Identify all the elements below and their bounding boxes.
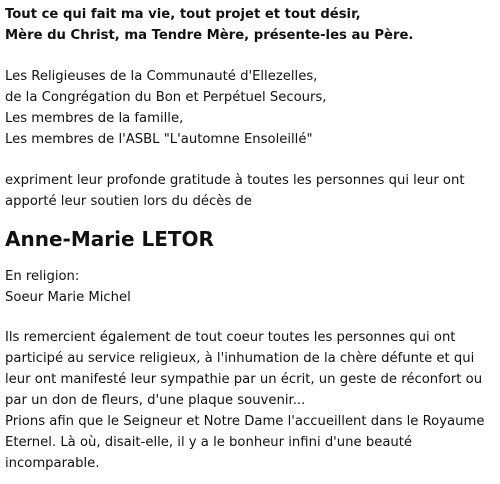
sender-line: Les membres de la famille, (5, 111, 184, 126)
religion-block (5, 266, 497, 308)
notice-page (5, 4, 497, 474)
sender-line: Les membres de l'ASBL "L'automne Ensoleillé" (5, 132, 313, 147)
senders-block (5, 66, 497, 150)
thanks-line: par un don de fleurs, d'une plaque souvenir... (5, 393, 306, 408)
gratitude-block (5, 170, 497, 212)
sender-line: Les Religieuses de la Communauté d'Ellezelles, (5, 69, 318, 84)
spacer (5, 308, 497, 327)
gratitude-line: expriment leur profonde gratitude à toutes les personnes qui leur ont (5, 173, 465, 188)
prayer-line: Prions afin que le Seigneur et Notre Dame l'accueillent dans le Royaume (5, 414, 485, 429)
prayer-line: Eternel. Là où, disait-elle, il y a le bonheur infini d'une beauté (5, 435, 413, 450)
religion-label: En religion: (5, 269, 80, 284)
sender-line: de la Congrégation du Bon et Perpétuel Secours, (5, 90, 327, 105)
deceased-name: Anne-Marie LETOR (5, 227, 214, 251)
spacer (5, 252, 497, 266)
religious-name: Soeur Marie Michel (5, 290, 131, 305)
prayer-block (5, 411, 497, 474)
thanks-line: leur ont manifesté leur sympathie par un écrit, un geste de réconfort ou (5, 372, 483, 387)
spacer (5, 46, 497, 66)
thanks-block (5, 327, 497, 411)
verse-line-2: Mère du Christ, ma Tendre Mère, présente-les au Père. (5, 28, 414, 43)
spacer (5, 150, 497, 170)
verse (5, 4, 497, 46)
gratitude-line: apporté leur soutien lors du décès de (5, 194, 252, 209)
prayer-line: incomparable. (5, 456, 100, 471)
thanks-line: participé au service religieux, à l'inhumation de la chère défunte et qui (5, 351, 475, 366)
thanks-line: Ils remercient également de tout coeur toutes les personnes qui ont (5, 330, 456, 345)
verse-line-1: Tout ce qui fait ma vie, tout projet et tout désir, (5, 7, 361, 22)
spacer (5, 212, 497, 226)
